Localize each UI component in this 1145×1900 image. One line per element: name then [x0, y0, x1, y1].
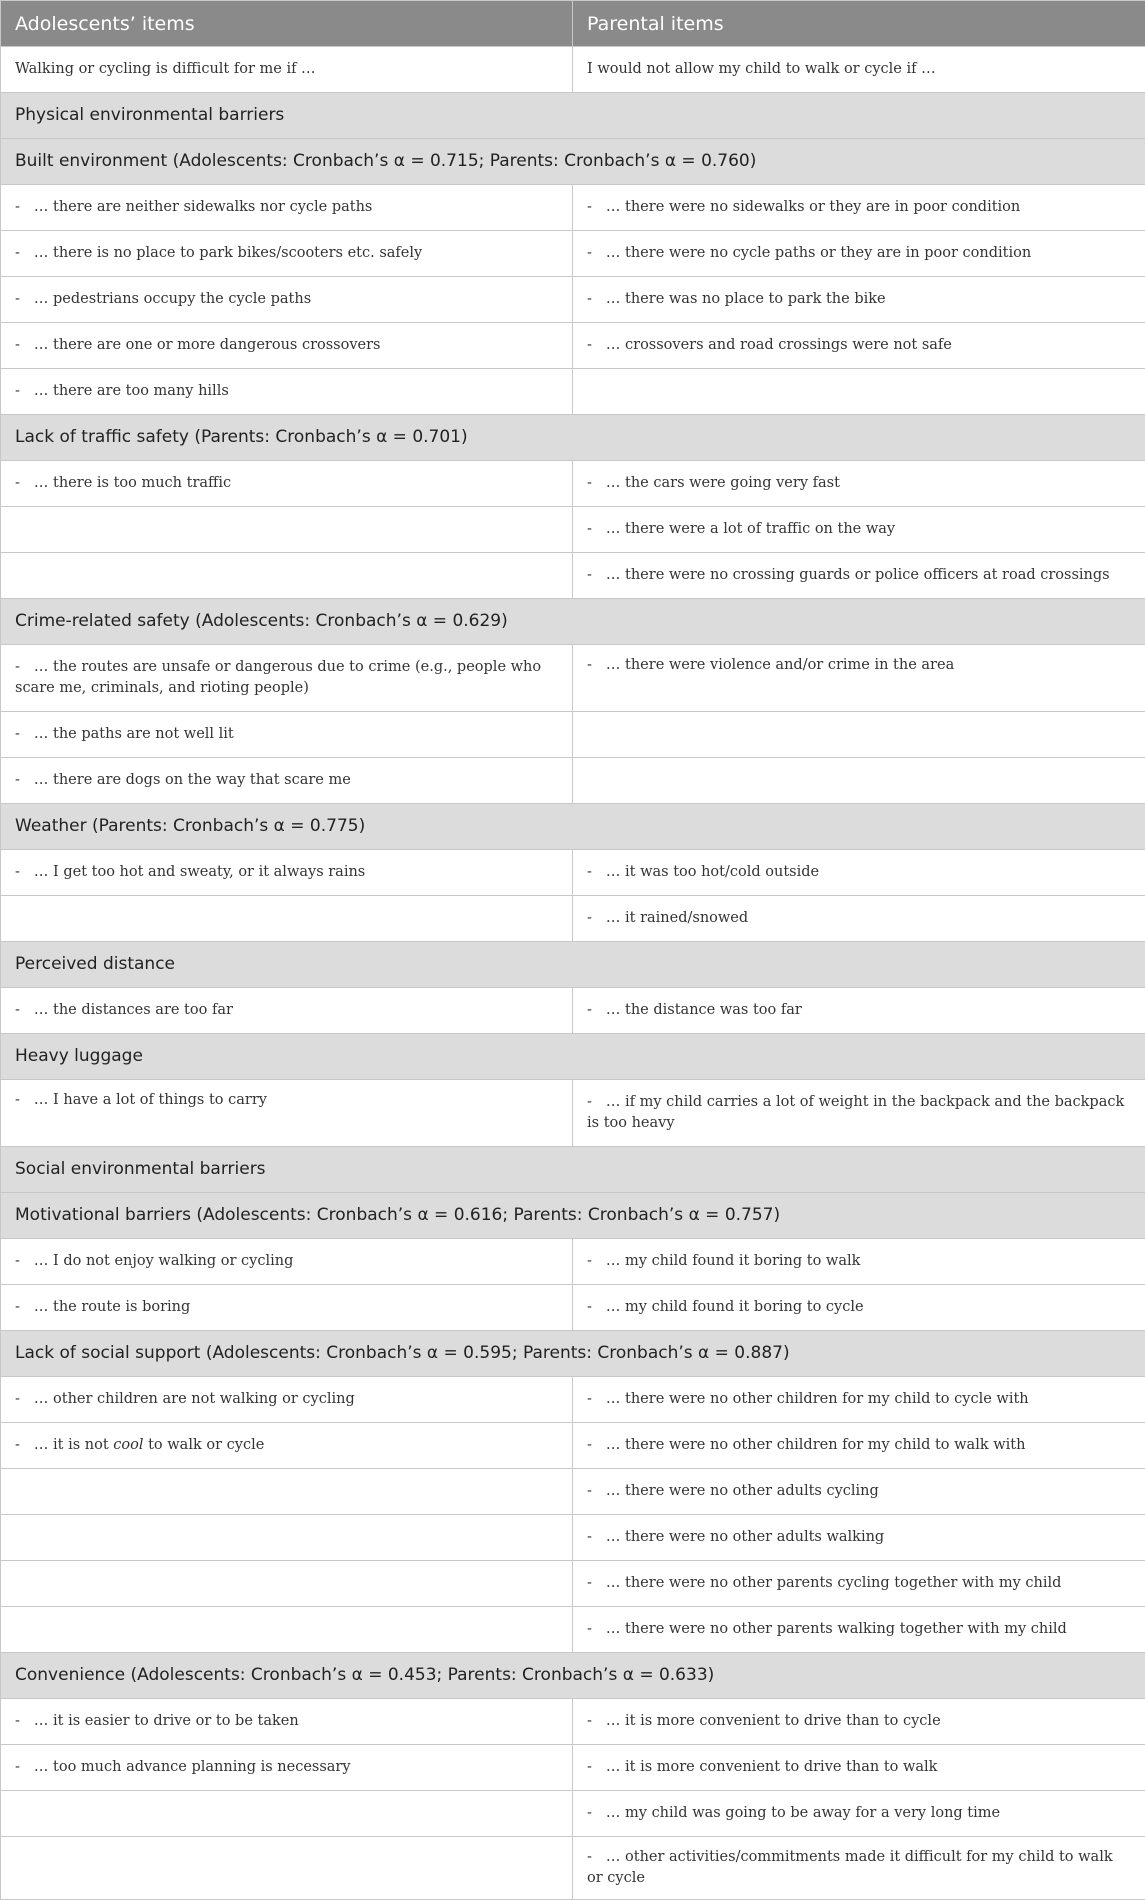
adolescent-item — [1, 1423, 573, 1469]
section-row — [1, 93, 1145, 139]
table-row — [1, 323, 1145, 369]
parent-item — [573, 645, 1145, 712]
table-row — [1, 896, 1145, 942]
table-row — [1, 988, 1145, 1034]
parent-item — [573, 185, 1145, 231]
dash: - — [15, 197, 20, 218]
section-row — [1, 804, 1145, 850]
table-row — [1, 461, 1145, 507]
item-text: … there were no other parents walking together with my child — [606, 1621, 1067, 1637]
dash: - — [587, 1297, 592, 1318]
table-row — [1, 1515, 1145, 1561]
header-adolescents: Adolescents’ items — [1, 1, 573, 47]
table-row — [1, 231, 1145, 277]
parent-item — [573, 1837, 1145, 1900]
adolescent-item — [1, 758, 573, 804]
dash: - — [15, 243, 20, 264]
table-row — [1, 850, 1145, 896]
item-text: … my child was going to be away for a very long time — [606, 1805, 1000, 1821]
dash: - — [15, 1711, 20, 1732]
item-text: … there are neither sidewalks nor cycle paths — [34, 199, 372, 215]
item-text-emphasis: cool — [113, 1437, 143, 1453]
adolescent-item — [1, 277, 573, 323]
table-row — [1, 758, 1145, 804]
item-text: … the routes are unsafe or dangerous due to crime (e.g., people who scare me, criminals, and rioting people) — [15, 659, 541, 696]
section-luggage: Heavy luggage — [1, 1034, 1145, 1080]
item-text: … the distances are too far — [34, 1002, 233, 1018]
item-text: … I have a lot of things to carry — [34, 1092, 267, 1108]
item-text: … there were no other adults walking — [606, 1529, 884, 1545]
table-row — [1, 1837, 1145, 1900]
section-social: Social environmental barriers — [1, 1147, 1145, 1193]
dash: - — [587, 1251, 592, 1272]
section-row — [1, 415, 1145, 461]
dash: - — [587, 655, 592, 676]
item-text: … there are dogs on the way that scare me — [34, 772, 351, 788]
dash: - — [587, 197, 592, 218]
dash: - — [587, 289, 592, 310]
dash: - — [15, 770, 20, 791]
item-text: … pedestrians occupy the cycle paths — [34, 291, 311, 307]
section-distance: Perceived distance — [1, 942, 1145, 988]
table-row — [1, 712, 1145, 758]
item-text: … the distance was too far — [606, 1002, 802, 1018]
table-row — [1, 1239, 1145, 1285]
item-text: … other activities/commitments made it difficult for my child to walk or cycle — [587, 1849, 1113, 1886]
dash: - — [587, 1435, 592, 1456]
item-text: … it rained/snowed — [606, 910, 748, 926]
dash: - — [587, 1619, 592, 1640]
table-row — [1, 1607, 1145, 1653]
adolescent-item — [1, 231, 573, 277]
adolescent-item-empty — [1, 896, 573, 942]
section-motivational: Motivational barriers (Adolescents: Cronbach’s α = 0.616; Parents: Cronbach’s α = 0.757) — [1, 1193, 1145, 1239]
dash: - — [15, 289, 20, 310]
table-row — [1, 1377, 1145, 1423]
table-row — [1, 553, 1145, 599]
adolescent-item — [1, 185, 573, 231]
adolescent-item — [1, 1699, 573, 1745]
parent-item — [573, 1699, 1145, 1745]
parent-item-empty — [573, 712, 1145, 758]
item-text-pre: … it is not — [34, 1437, 113, 1453]
item-text: … I get too hot and sweaty, or it always rains — [34, 864, 365, 880]
item-text: … the cars were going very fast — [606, 475, 840, 491]
table-row — [1, 1791, 1145, 1837]
table-row — [1, 1423, 1145, 1469]
parent-item — [573, 1791, 1145, 1837]
section-physical: Physical environmental barriers — [1, 93, 1145, 139]
dash: - — [587, 862, 592, 883]
parent-item — [573, 1607, 1145, 1653]
table-row — [1, 1080, 1145, 1147]
item-text: … there were no sidewalks or they are in poor condition — [606, 199, 1020, 215]
parent-item — [573, 553, 1145, 599]
dash: - — [587, 565, 592, 586]
parent-item — [573, 896, 1145, 942]
dash: - — [587, 1527, 592, 1548]
item-text: … it is more convenient to drive than to cycle — [606, 1713, 941, 1729]
adolescent-item — [1, 645, 573, 712]
parent-item — [573, 1377, 1145, 1423]
item-text: … too much advance planning is necessary — [34, 1759, 351, 1775]
item-text: … there are one or more dangerous crossovers — [34, 337, 381, 353]
adolescent-item-empty — [1, 1469, 573, 1515]
item-text: … my child found it boring to cycle — [606, 1299, 864, 1315]
section-row — [1, 1147, 1145, 1193]
adolescent-item — [1, 1745, 573, 1791]
parent-item — [573, 323, 1145, 369]
table-row — [1, 277, 1145, 323]
parent-item — [573, 1080, 1145, 1147]
item-text: … if my child carries a lot of weight in the backpack and the backpack is too heavy — [587, 1094, 1124, 1131]
parent-item — [573, 277, 1145, 323]
section-crime: Crime-related safety (Adolescents: Cronbach’s α = 0.629) — [1, 599, 1145, 645]
dash: - — [15, 1297, 20, 1318]
parent-item — [573, 1239, 1145, 1285]
item-text: … there were a lot of traffic on the way — [606, 521, 895, 537]
item-text: … other children are not walking or cycling — [34, 1391, 355, 1407]
table-row — [1, 1745, 1145, 1791]
item-text: … it was too hot/cold outside — [606, 864, 819, 880]
adolescent-item-empty — [1, 553, 573, 599]
intro-adolescents: Walking or cycling is difficult for me if … — [1, 47, 573, 93]
table-row — [1, 1469, 1145, 1515]
dash: - — [587, 1000, 592, 1021]
parent-item-empty — [573, 758, 1145, 804]
adolescent-item — [1, 461, 573, 507]
adolescent-item — [1, 1239, 573, 1285]
table-row — [1, 1285, 1145, 1331]
parent-item — [573, 1561, 1145, 1607]
dash: - — [587, 1481, 592, 1502]
adolescent-item — [1, 1080, 573, 1147]
dash: - — [587, 1711, 592, 1732]
dash: - — [15, 473, 20, 494]
adolescent-item — [1, 850, 573, 896]
dash: - — [15, 862, 20, 883]
dash: - — [15, 1389, 20, 1410]
dash: - — [15, 335, 20, 356]
item-text: … there is no place to park bikes/scooters etc. safely — [34, 245, 422, 261]
section-row — [1, 139, 1145, 185]
item-text: … I do not enjoy walking or cycling — [34, 1253, 293, 1269]
item-text: … there are too many hills — [34, 383, 229, 399]
section-support: Lack of social support (Adolescents: Cronbach’s α = 0.595; Parents: Cronbach’s α = 0.887) — [1, 1331, 1145, 1377]
dash: - — [15, 724, 20, 745]
item-text: … there were no other parents cycling together with my child — [606, 1575, 1061, 1591]
section-row — [1, 942, 1145, 988]
dash: - — [587, 1389, 592, 1410]
item-text: … the paths are not well lit — [34, 726, 234, 742]
parent-item — [573, 1469, 1145, 1515]
section-row — [1, 599, 1145, 645]
parent-item — [573, 988, 1145, 1034]
table-row — [1, 1699, 1145, 1745]
adolescent-item — [1, 712, 573, 758]
parent-item — [573, 507, 1145, 553]
dash: - — [15, 1000, 20, 1021]
intro-row — [1, 47, 1145, 93]
item-text: … there were no crossing guards or police officers at road crossings — [606, 567, 1110, 583]
adolescent-item-empty — [1, 1561, 573, 1607]
header-parents: Parental items — [573, 1, 1145, 47]
table-row — [1, 645, 1145, 712]
dash: - — [587, 1847, 592, 1868]
adolescent-item — [1, 323, 573, 369]
section-weather: Weather (Parents: Cronbach’s α = 0.775) — [1, 804, 1145, 850]
adolescent-item — [1, 988, 573, 1034]
table-row — [1, 369, 1145, 415]
parent-item — [573, 1285, 1145, 1331]
section-built: Built environment (Adolescents: Cronbach’s α = 0.715; Parents: Cronbach’s α = 0.760) — [1, 139, 1145, 185]
dash: - — [587, 473, 592, 494]
section-row — [1, 1193, 1145, 1239]
section-row — [1, 1034, 1145, 1080]
dash: - — [15, 1090, 20, 1111]
item-text: … there were no cycle paths or they are in poor condition — [606, 245, 1031, 261]
item-text: … my child found it boring to walk — [606, 1253, 860, 1269]
adolescent-item-empty — [1, 1515, 573, 1561]
parent-item — [573, 1423, 1145, 1469]
adolescent-item-empty — [1, 507, 573, 553]
section-row — [1, 1331, 1145, 1377]
parent-item — [573, 231, 1145, 277]
item-text: … there were no other adults cycling — [606, 1483, 879, 1499]
item-text: … it is more convenient to drive than to walk — [606, 1759, 938, 1775]
section-convenience: Convenience (Adolescents: Cronbach’s α = 0.453; Parents: Cronbach’s α = 0.633) — [1, 1653, 1145, 1699]
dash: - — [587, 908, 592, 929]
adolescent-item — [1, 369, 573, 415]
adolescent-item — [1, 1377, 573, 1423]
item-text: … there was no place to park the bike — [606, 291, 886, 307]
item-text: … there were violence and/or crime in the area — [606, 657, 954, 673]
item-text: … there were no other children for my child to cycle with — [606, 1391, 1029, 1407]
parent-item-empty — [573, 369, 1145, 415]
adolescent-item-empty — [1, 1791, 573, 1837]
item-text: … crossovers and road crossings were not safe — [606, 337, 952, 353]
item-text-post: to walk or cycle — [144, 1437, 265, 1453]
item-text: … it is easier to drive or to be taken — [34, 1713, 299, 1729]
table-header-row — [1, 1, 1145, 47]
dash: - — [587, 335, 592, 356]
dash: - — [587, 1573, 592, 1594]
dash: - — [587, 1803, 592, 1824]
parent-item — [573, 461, 1145, 507]
table-row — [1, 185, 1145, 231]
intro-parents: I would not allow my child to walk or cycle if … — [573, 47, 1145, 93]
dash: - — [15, 1435, 20, 1456]
dash: - — [15, 1757, 20, 1778]
adolescent-item — [1, 1285, 573, 1331]
dash: - — [587, 519, 592, 540]
item-text: … there were no other children for my child to walk with — [606, 1437, 1026, 1453]
table-row — [1, 1561, 1145, 1607]
item-text: … there is too much traffic — [34, 475, 231, 491]
item-text: … the route is boring — [34, 1299, 190, 1315]
adolescent-item-empty — [1, 1837, 573, 1900]
parent-item — [573, 850, 1145, 896]
dash: - — [15, 1251, 20, 1272]
dash: - — [587, 243, 592, 264]
dash: - — [587, 1757, 592, 1778]
dash: - — [15, 381, 20, 402]
parent-item — [573, 1745, 1145, 1791]
parent-item — [573, 1515, 1145, 1561]
section-row — [1, 1653, 1145, 1699]
adolescent-item-empty — [1, 1607, 573, 1653]
table-row — [1, 507, 1145, 553]
section-traffic: Lack of traffic safety (Parents: Cronbach’s α = 0.701) — [1, 415, 1145, 461]
dash: - — [587, 1092, 592, 1113]
dash: - — [15, 657, 20, 678]
